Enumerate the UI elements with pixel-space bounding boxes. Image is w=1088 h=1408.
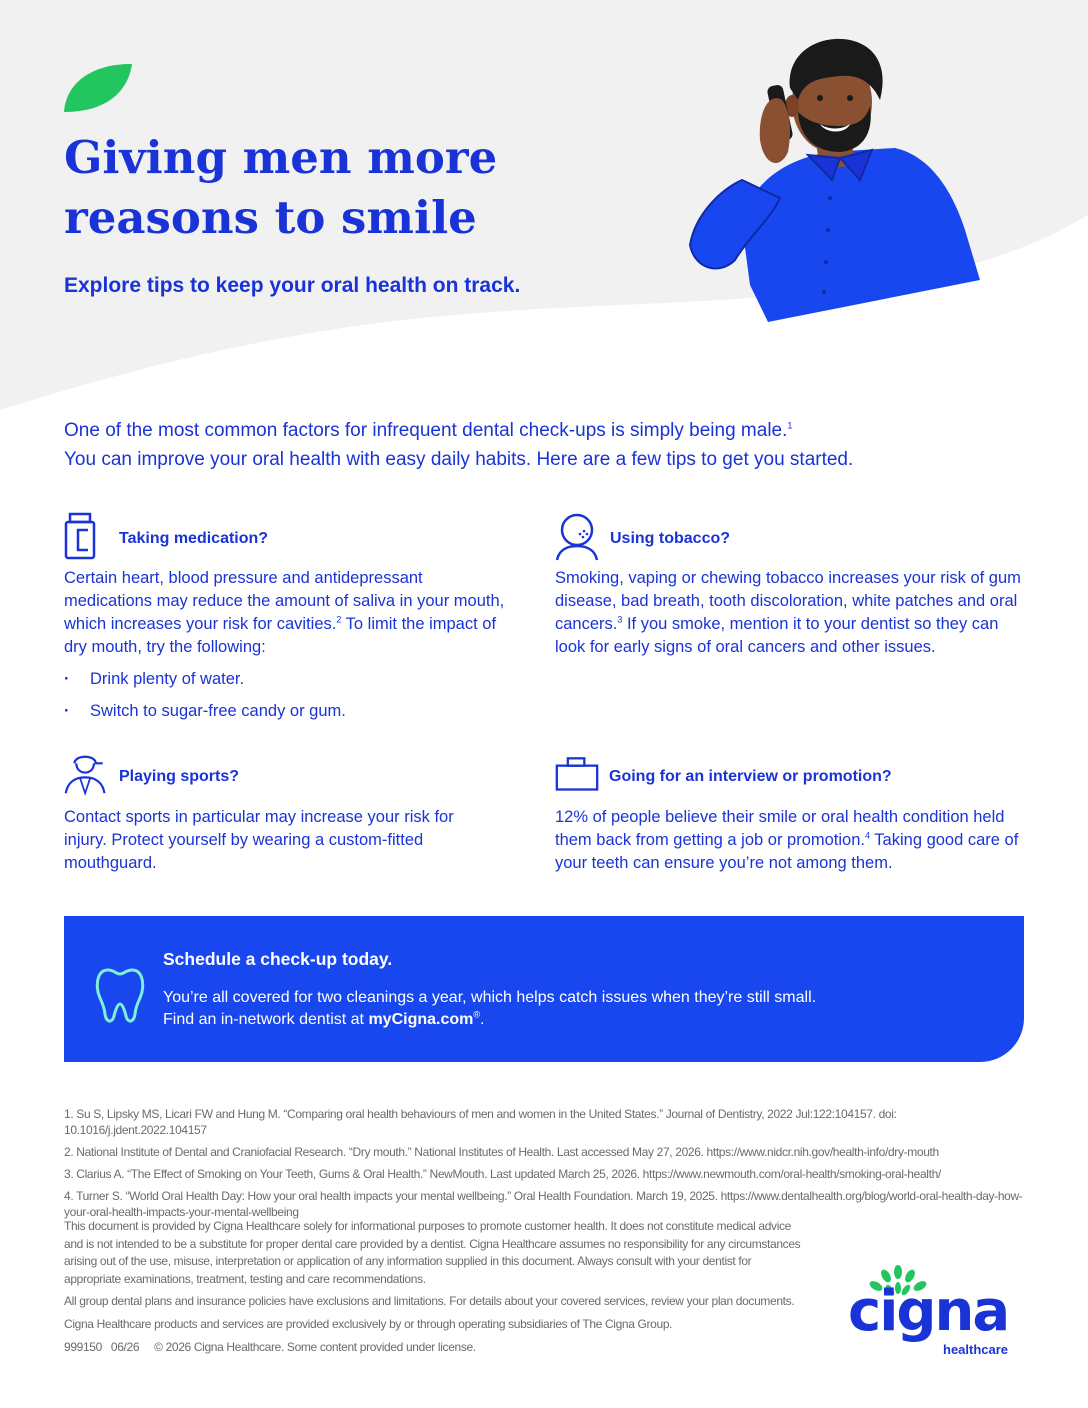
- tooth-icon: [94, 966, 146, 1026]
- tip-interview: [555, 748, 1025, 878]
- cigna-wordmark: cigna: [848, 1279, 1009, 1344]
- tip-sports: [64, 748, 534, 878]
- tip-body: 12% of people believe their smile or oral health condition held them back from getting a job or promotion.$^4$ Taking good care of your teeth can ensure you’re not among them.: [555, 808, 1019, 872]
- banner-title: Schedule a check-up today.: [163, 949, 393, 969]
- footnote-ref: 1: [787, 420, 793, 431]
- tip-body: Contact sports in particular may increase your risk for injury. Protect yourself by wearing a custom-fitted mouthguard.: [64, 808, 454, 872]
- tip-title: Taking medication?: [119, 530, 269, 547]
- man-on-phone-illustration: [680, 30, 990, 325]
- tip-title: Playing sports?: [119, 768, 240, 785]
- page-subtitle: Explore tips to keep your oral health on track.: [64, 274, 521, 297]
- healthcare-wordmark: healthcare: [943, 1342, 1009, 1357]
- plan-exclusions-text: All group dental plans and insurance policies have exclusions and limitations. For details about your covered services, review your plan documents.: [64, 1294, 795, 1308]
- tip-body: Smoking, vaping or chewing tobacco increases your risk of gum disease, bad breath, tooth discoloration, white patches and oral cancers.$^3$ If you smoke, mention it to your dentist so they can look for early signs of oral cancers and other issues.: [555, 569, 1021, 656]
- smoking-person-icon: [555, 512, 599, 562]
- intro-line-2: You can improve your oral health with easy daily habits. Here are a few tips to get you started.: [64, 449, 854, 470]
- subsidiaries-text: Cigna Healthcare products and services are provided exclusively by or through operating subsidiaries of The Cigna Group.: [64, 1317, 673, 1331]
- cigna-logo: [848, 1264, 1028, 1364]
- document-code: 999150 06/26 © 2026 Cigna Healthcare. Some content provided under license.: [64, 1340, 476, 1354]
- list-item: · Drink plenty of water.: [64, 668, 346, 700]
- references-list: [64, 1106, 1034, 1226]
- reference-item: 1. Su S, Lipsky MS, Licari FW and Hung M. “Comparing oral health behaviours of men and women in the United States.” Journal of Dentistry, 2022 Jul:122:104157. doi: 10.1016/j.jdent.2022.104157: [64, 1107, 897, 1137]
- list-item: · Switch to sugar-free candy or gum.: [64, 700, 346, 732]
- mycigna-link[interactable]: myCigna.com: [368, 1011, 474, 1028]
- tip-title: Going for an interview or promotion?: [609, 768, 892, 785]
- leaf-icon: [62, 62, 134, 114]
- medicine-bottle-icon: [64, 512, 108, 562]
- footnote-ref: 2: [336, 614, 342, 625]
- tip-body: Certain heart, blood pressure and antidepressant medications may reduce the amount of saliva in your mouth, which increases your risk for cavities.$^2$ To limit the impact of dry mouth, try the following:: [64, 569, 505, 656]
- briefcase-icon: [555, 748, 599, 798]
- tip-medication: [64, 512, 534, 732]
- banner-text: You’re all covered for two cleanings a year, which helps catch issues when they’re still small. Find an in-network dentist at myCigna.com®.: [163, 989, 817, 1028]
- reference-item: 4. Turner S. “World Oral Health Day: How your oral health impacts your mental wellbeing.” Oral Health Foundation. March 19, 2025. https://www.dentalhealth.org/blog/world-oral-health-day-how-your-oral-health-impacts-your-mental-wellbeing: [64, 1189, 1023, 1219]
- intro-text: [64, 416, 1024, 474]
- disclaimer-text: This document is provided by Cigna Healthcare solely for informational purposes to promote customer health. It does not constitute medical advice and is not intended to be a substitute for proper dental care provided by a dentist. Cigna Healthcare assumes no responsibility for any circumstances arising out of the use, misuse, interpretation or application of any information supplied in this document. Always consult with your dentist for appropriate examinations, treatment, testing and care recommendations.: [64, 1219, 801, 1286]
- reference-item: 3. Clarius A. “The Effect of Smoking on Your Teeth, Gums & Oral Health.” NewMouth. Last updated March 25, 2026. https://www.newmouth.com/oral-health/smoking-oral-health/: [64, 1167, 941, 1181]
- footnote-ref: 4: [865, 830, 871, 841]
- intro-line-1: One of the most common factors for infrequent dental check-ups is simply being male.: [64, 420, 788, 441]
- footnote-ref: 3: [617, 614, 623, 625]
- tip-tobacco: [555, 512, 1025, 692]
- tip-title: Using tobacco?: [610, 530, 731, 547]
- tip-bullet-list: [64, 668, 346, 732]
- page-title: Giving men more reasons to smile: [64, 131, 498, 244]
- checkup-banner: [64, 916, 1024, 1062]
- reference-item: 2. National Institute of Dental and Craniofacial Research. “Dry mouth.” National Institutes of Health. Last accessed May 27, 2026. https://www.nidcr.nih.gov/health-info/dry-mouth: [64, 1145, 939, 1159]
- athlete-helmet-icon: [64, 748, 108, 798]
